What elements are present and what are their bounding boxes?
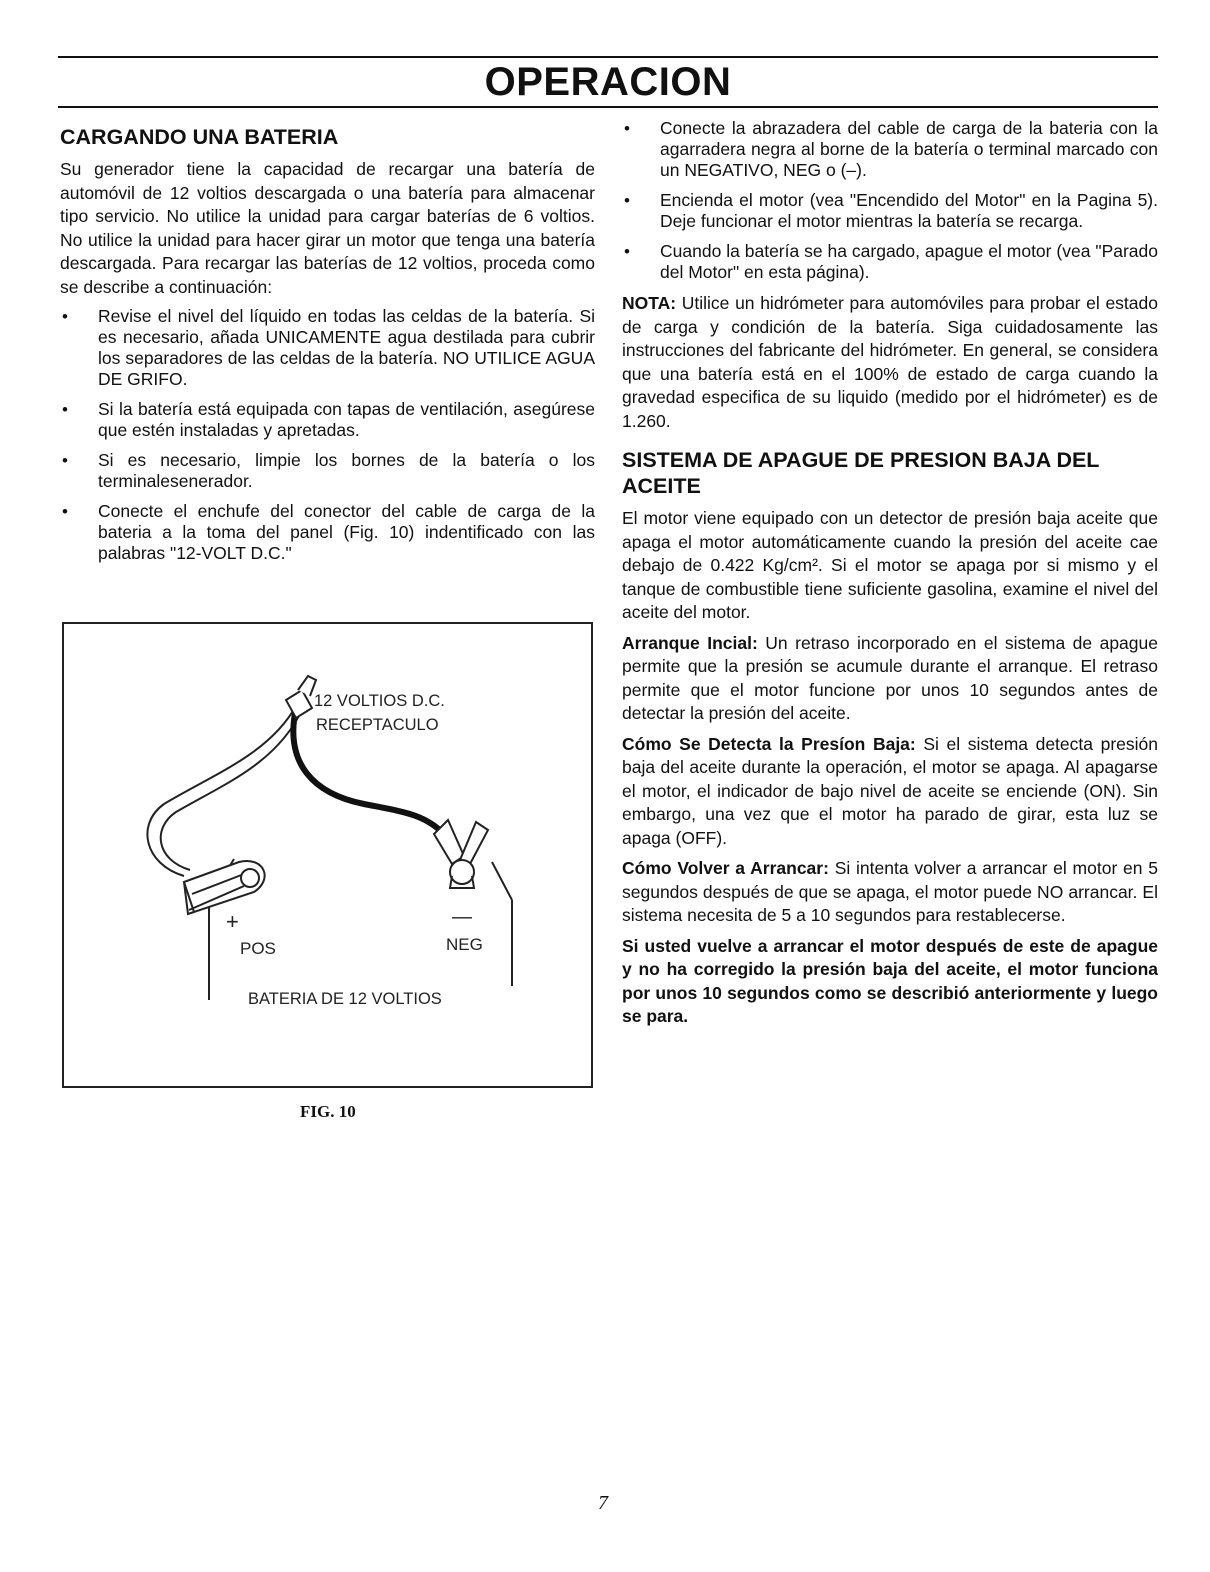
- volver-paragraph: Cómo Volver a Arrancar: Si intenta volver a arrancar el motor en 5 segundos después de que se apaga, el motor puede NO arrancar. El sistema necesita de 5 a 10 segundos para restablecerse.: [622, 858, 1159, 925]
- battery-label: BATERIA DE 12 VOLTIOS: [248, 990, 442, 1008]
- negative-clamp-icon: [434, 820, 488, 888]
- figure-10-box: [62, 622, 593, 1088]
- page-title: OPERACION: [484, 60, 732, 104]
- title-underline: [58, 106, 1158, 108]
- bullet-icon: •: [624, 191, 630, 210]
- charging-steps-list: [60, 306, 595, 564]
- right-column: [622, 118, 1158, 1036]
- neg-label: NEG: [446, 935, 483, 954]
- battery-charging-diagram: [64, 624, 591, 1086]
- section-heading-cargando: CARGANDO UNA BATERIA: [60, 125, 339, 149]
- bullet-icon: •: [62, 451, 68, 470]
- page-number: 7: [598, 1492, 608, 1514]
- left-column: [60, 118, 595, 573]
- system-paragraph: El motor viene equipado con un detector de presión baja aceite que apaga el motor automáticamente cuando la presión del aceite cae debajo de 0.422 Kg/cm². Si el motor se apaga por si mismo y el tanque de combustible tiene suficiente gasolina, examine el nivel del aceite del motor.: [622, 508, 1158, 622]
- bullet-icon: •: [62, 502, 68, 521]
- figure-caption: FIG. 10: [300, 1102, 356, 1121]
- nota-paragraph: NOTA: Utilice un hidrómeter para automóviles para probar el estado de carga y condición de la batería. Siga cuidadosamente las instrucciones del fabricante del hidrómeter. En general, se considera que una batería está en el 100% de estado de carga cuando la gravedad especifica de su liquido (medido por el hidrómeter) es de 1.260.: [622, 293, 1158, 431]
- list-item: • Cuando la batería se ha cargado, apague el motor (vea "Parado del Motor" en esta página).: [624, 241, 1158, 282]
- volver-label: Cómo Volver a Arrancar:: [622, 858, 829, 878]
- pos-label: POS: [240, 939, 276, 958]
- nota-label: NOTA:: [622, 293, 677, 313]
- list-item: • Si la batería está equipada con tapas de ventilación, asegúrese que estén instaladas y apretadas.: [62, 399, 595, 440]
- intro-paragraph: Su generador tiene la capacidad de recargar una batería de automóvil de 12 voltios descargada o una batería para almacenar tipo servicio. No utilice la unidad para cargar baterías de 6 voltios. No utilice la unidad para hacer girar un motor que tenga una batería descargada. Para recargar las baterías de 12 voltios, proceda como se describe a continuación:: [60, 159, 595, 297]
- list-item: • Si es necesario, limpie los bornes de la batería o los terminalesenerador.: [62, 450, 595, 491]
- receptacle-label-line1: 12 VOLTIOS D.C.: [314, 692, 445, 710]
- bullet-icon: •: [624, 242, 630, 261]
- list-item: • Encienda el motor (vea "Encendido del Motor" en la Pagina 5). Deje funcionar el motor mientras la batería se recarga.: [624, 190, 1158, 231]
- plug-connector-icon: [286, 676, 316, 718]
- charging-steps-list-continued: [622, 118, 1158, 283]
- bullet-icon: •: [62, 400, 68, 419]
- receptacle-label-line2: RECEPTACULO: [316, 716, 439, 734]
- cable-outer: [147, 706, 296, 876]
- detecta-label: Cómo Se Detecta la Presíon Baja:: [622, 733, 916, 754]
- arranque-paragraph: Arranque Incial: Un retraso incorporado en el sistema de apague permite que la presión se acumule durante el arranque. El retraso permite que el motor funcione por unos 10 segundos antes de detectar la presión del aceite.: [622, 632, 1158, 723]
- section-heading-sistema: SISTEMA DE APAGUE DE PRESION BAJA DEL ACEITE: [622, 448, 1100, 498]
- list-item: • Conecte la abrazadera del cable de carga de la bateria con la agarradera negra al borne de la batería o terminal marcado con un NEGATIVO, NEG o (–).: [624, 118, 1158, 180]
- warning-paragraph: Si usted vuelve a arrancar el motor después de este de apague y no ha corregido la presión baja del aceite, el motor funciona por unos 10 segundos como se describió anteriormente y luego se para.: [622, 935, 1158, 1026]
- list-item: • Conecte el enchufe del conector del cable de carga de la bateria a la toma del panel (Fig. 10) indentificado con las palabras "12-VOLT D.C.": [62, 501, 595, 563]
- minus-symbol: —: [452, 906, 472, 928]
- bullet-icon: •: [624, 119, 630, 138]
- cable-outer-inner: [161, 710, 302, 870]
- bullet-icon: •: [62, 307, 68, 326]
- detecta-paragraph: Cómo Se Detecta la Presíon Baja: Si el sistema detecta presión baja del aceite durante la operación, el motor se apaga. Al apagarse el motor, el indicador de bajo nivel de aceite se enciende (ON). Sin embargo, una vez que el motor ha parado de girar, esta luz se apaga (OFF).: [622, 733, 1158, 848]
- arranque-label: Arranque Incial:: [622, 632, 758, 653]
- plus-symbol: +: [226, 909, 239, 934]
- positive-clamp-icon: [184, 861, 265, 914]
- list-item: • Revise el nivel del líquido en todas las celdas de la batería. Si es necesario, añada UNICAMENTE agua destilada para cubrir los separadores de las celdas de la batería. NO UTILICE AGUA DE GRIFO.: [62, 306, 595, 389]
